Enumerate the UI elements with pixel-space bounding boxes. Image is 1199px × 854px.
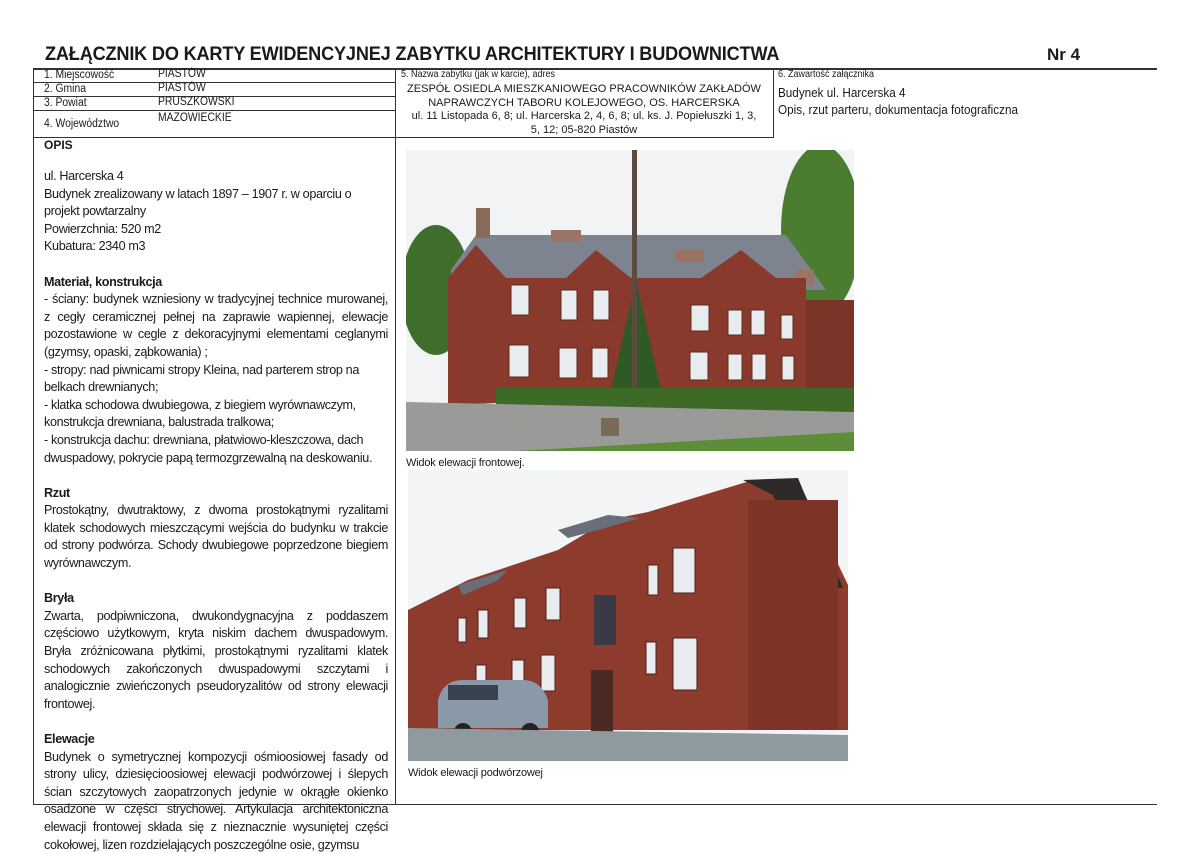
monument-line: ul. 11 Listopada 6, 8; ul. Harcerska 2, 4, 6, 8; ul. ks. J. Popiełuszki 1, 3, (411, 110, 757, 122)
photo-caption: Widok elewacji podwórzowej (408, 767, 543, 779)
monument-line: ZESPÓŁ OSIEDLA MIESZKANIOWEGO PRACOWNIKÓW ZAKŁADÓW (407, 83, 761, 95)
divider (33, 137, 773, 138)
field-value: PIASTÓW (158, 68, 206, 80)
paragraph: - konstrukcja dachu: drewniana, płatwiowo-kleszczowa, dach dwuspadowy, pokrycie papą termozgrzewalną na deskowaniu. (44, 432, 373, 465)
paragraph: - ściany: budynek wzniesiony w tradycyjnej technice murowanej, z cegły ceramicznej pełnej na zaprawie wapiennej, elewacje pozostawione w cegle z dekoracyjnymi elementami ceglanymi (gzymsy, opaski, ząbkowania) ; (44, 292, 388, 359)
paragraph: Zwarta, podpiwniczona, dwukondygnacyjna z poddaszem częściowo użytkowym, kryta niskim dachem dwuspadowym. Bryła zróżnicowana płytkimi, prostokątnymi ryzalitami klatek schodowych zakończonych dwuspadowymi szczytami i analogicznie zwieńczonych pseudoryzalitów od strony elewacji frontowej. (44, 608, 388, 711)
contents-line: Budynek ul. Harcerska 4 (778, 85, 906, 100)
field-value: PIASTÓW (158, 82, 206, 94)
intro-line: Powierzchnia: 520 m2 (44, 221, 161, 236)
photo-courtyard-elevation (408, 470, 848, 761)
intro-line: Kubatura: 2340 m3 (44, 239, 146, 254)
field-value: PRUSZKOWSKI (158, 96, 235, 108)
monument-label: 5. Nazwa zabytku (jak w karcie), adres (401, 69, 556, 80)
monument-line: 5, 12; 05-820 Piastów (530, 123, 638, 136)
section-heading: Rzut (44, 485, 70, 500)
field-label: 2. Gmina (44, 83, 87, 95)
description-text (44, 168, 388, 854)
divider (33, 82, 395, 83)
attachment-number: Nr 4 (1047, 45, 1081, 64)
divider (773, 68, 774, 138)
paragraph: Budynek o symetrycznej kompozycji ośmioosiowej fasady od strony ulicy, dziesięcioosiowej elewacji podwórzowej i ślepych ścian szczytowych zaopatrzonych jedynie w okrągłe okienko osadzone w części strychowej. Artykulacja architektoniczna elewacji frontowej składa się z nieznacznie wysuniętej części cokołowej, lizen rozdzielających poszczególne osie, gzymsu (44, 749, 388, 852)
field-value: MAZOWIECKIE (158, 112, 232, 124)
field-label: 1. Miejscowość (44, 69, 115, 81)
section-heading: Elewacje (44, 732, 95, 746)
divider (33, 110, 395, 111)
field-label: 3. Powiat (44, 97, 87, 109)
paragraph: Prostokątny, dwutraktowy, z dwoma prostokątnymi ryzalitami klatek schodowych mieszczącymi wejścia do budynku w trakcie od strony podwórza. Schody dwubiegowe poprzedzone biegiem wyrównawczym. (44, 503, 388, 571)
intro-line: ul. Harcerska 4 (44, 169, 124, 183)
field-label: 4. Województwo (44, 118, 120, 130)
contents-label: 6. Zawartość załącznika (778, 69, 875, 80)
section-heading: Materiał, konstrukcja (44, 274, 162, 289)
divider (395, 68, 396, 805)
monument-line: NAPRAWCZYCH TABORU KOLEJOWEGO, OS. HARCERSKA (428, 96, 740, 109)
contents-line: Opis, rzut parteru, dokumentacja fotograficzna (778, 102, 1018, 117)
photo-front-elevation (406, 150, 854, 451)
paragraph: - stropy: nad piwnicami stropy Kleina, nad parterem strop na belkach drewnianych; (44, 362, 359, 395)
paragraph: - klatka schodowa dwubiegowa, z biegiem wyrównawczym, konstrukcja drewniana, balustrada tralkowa; (44, 397, 356, 430)
intro-line: Budynek zrealizowany w latach 1897 – 1907 r. w oparciu o projekt powtarzalny (44, 186, 352, 219)
monument-name (398, 83, 770, 137)
document-title: ZAŁĄCZNIK DO KARTY EWIDENCYJNEJ ZABYTKU ARCHITEKTURY I BUDOWNICTWA (45, 43, 780, 65)
section-heading: OPIS (44, 138, 73, 152)
section-heading: Bryła (44, 591, 74, 606)
photo-caption: Widok elewacji frontowej. (406, 457, 525, 469)
divider (33, 68, 34, 805)
